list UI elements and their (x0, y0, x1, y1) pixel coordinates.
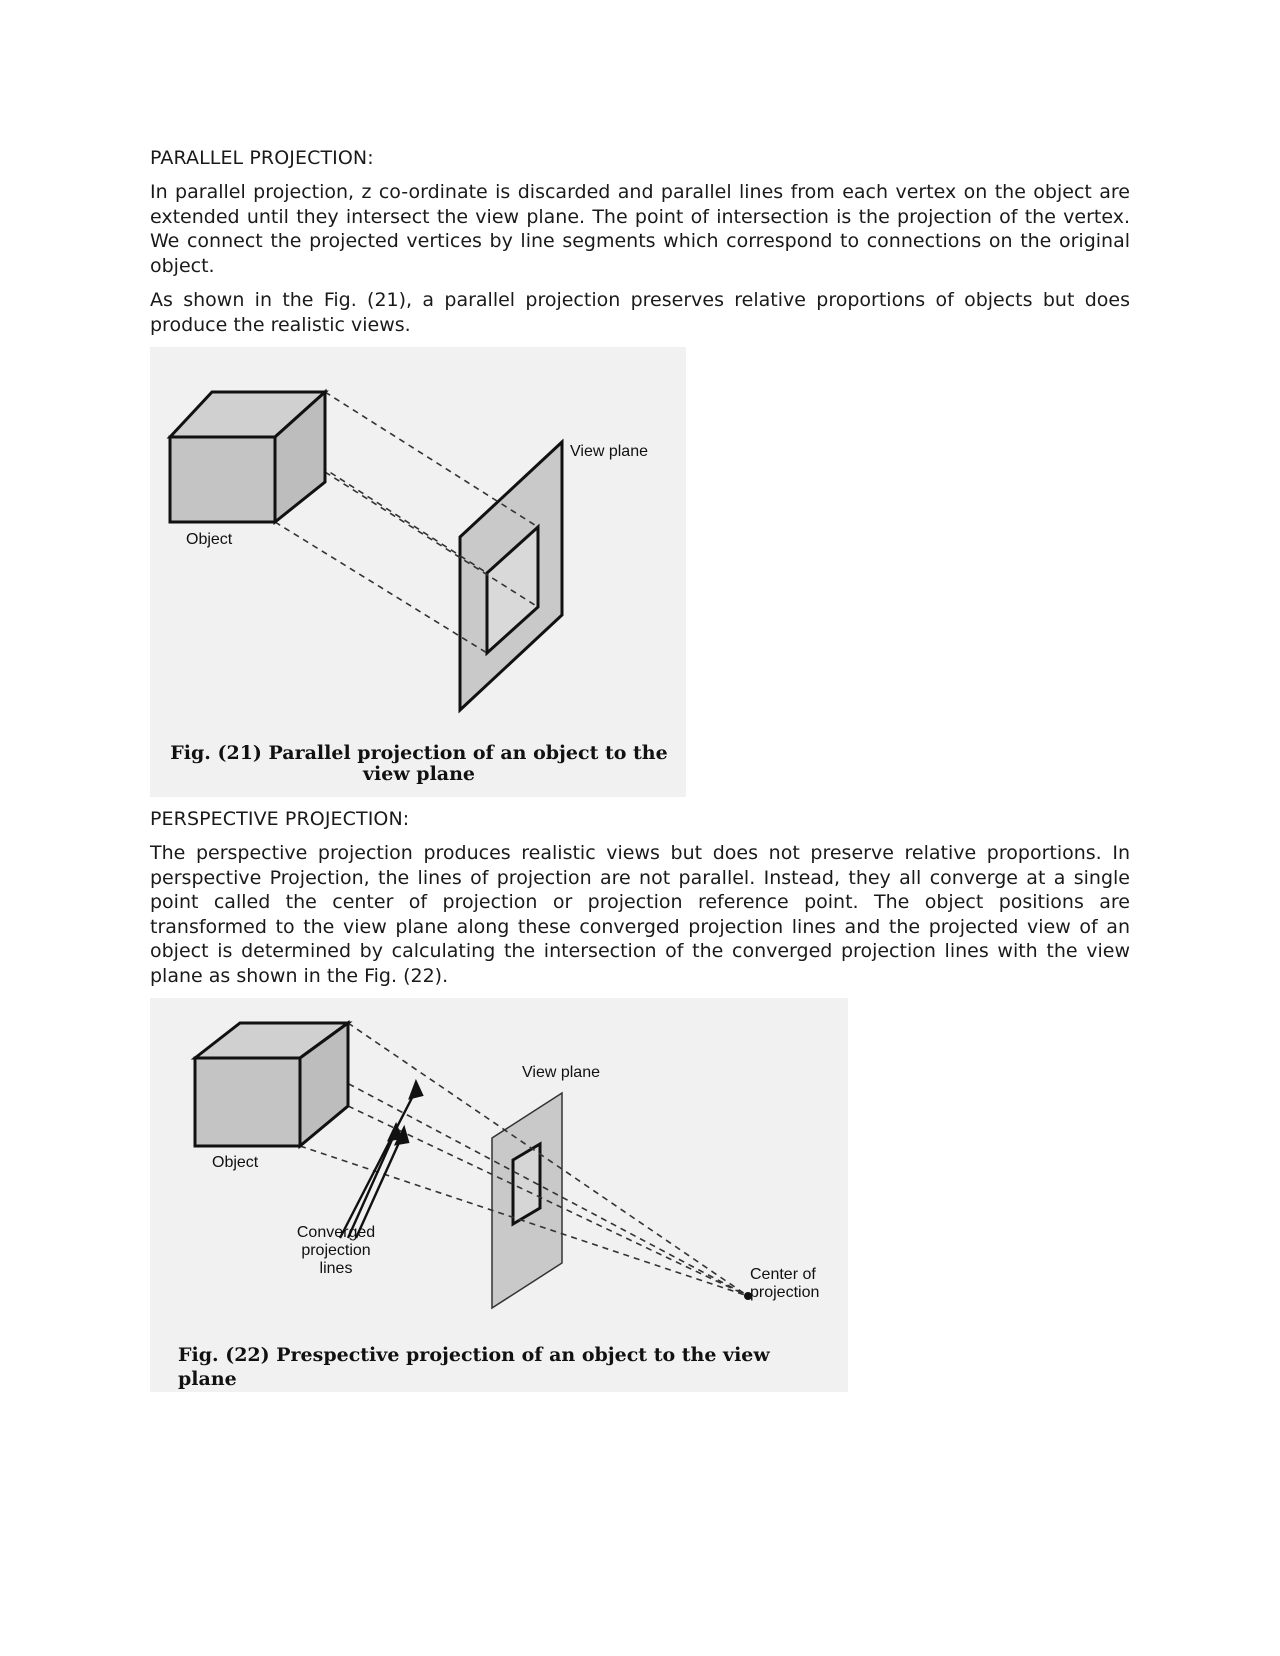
cube-front-face (170, 437, 275, 522)
figure-parallel-projection (150, 347, 686, 797)
label-converged-projection-lines (290, 1224, 382, 1278)
converged-line2: projection (301, 1242, 371, 1259)
label-view-plane: View plane (522, 1064, 600, 1081)
perspective-projection-diagram (150, 998, 848, 1392)
paragraph-parallel-2: As shown in the Fig. (21), a parallel projection preserves relative proportions of objects but does produce the realistic views. (150, 289, 1130, 336)
label-object: Object (186, 531, 233, 548)
cube-front-face (195, 1058, 300, 1146)
section-heading-parallel: PARALLEL PROJECTION: (150, 147, 374, 169)
center-line2: projection (750, 1284, 820, 1301)
caption-21-line1: Fig. (21) Parallel projection of an object to the (170, 742, 668, 764)
label-object: Object (212, 1154, 259, 1171)
figure-perspective-projection (150, 998, 848, 1392)
paragraph-perspective-1: The perspective projection produces realistic views but does not preserve relative proportions. In perspective Projection, the lines of projection are not parallel. Instead, they all converge at a single point called the center of projection or projection reference point. The object positions are transformed to the view plane along these converged projection lines and the projected view of an object is determined by calculating the intersection of the converged projection lines with the view plane as shown in the Fig. (22). (150, 842, 1130, 987)
converged-line1: Converged (296, 1224, 376, 1241)
converged-line3: lines (319, 1260, 353, 1277)
figure-caption-22: Fig. (22) Prespective projection of an object to the view plane (178, 1344, 770, 1390)
section-heading-perspective: PERSPECTIVE PROJECTION: (150, 808, 410, 830)
paragraph-parallel-1: In parallel projection, z co-ordinate is discarded and parallel lines from each vertex on the object are extended until they intersect the view plane. The point of intersection is the projection of the vertex. We connect the projected vertices by line segments which correspond to connections on the original object. (150, 181, 1130, 277)
parallel-projection-diagram (150, 347, 686, 797)
converged-lines-arrows (340, 1082, 422, 1238)
label-view-plane: View plane (570, 443, 648, 460)
figure-caption-21 (164, 743, 674, 785)
center-line1: Center of (750, 1266, 816, 1283)
document-page (150, 146, 1130, 1402)
label-center-of-projection (750, 1266, 819, 1302)
caption-21-line2: view plane (362, 763, 476, 785)
